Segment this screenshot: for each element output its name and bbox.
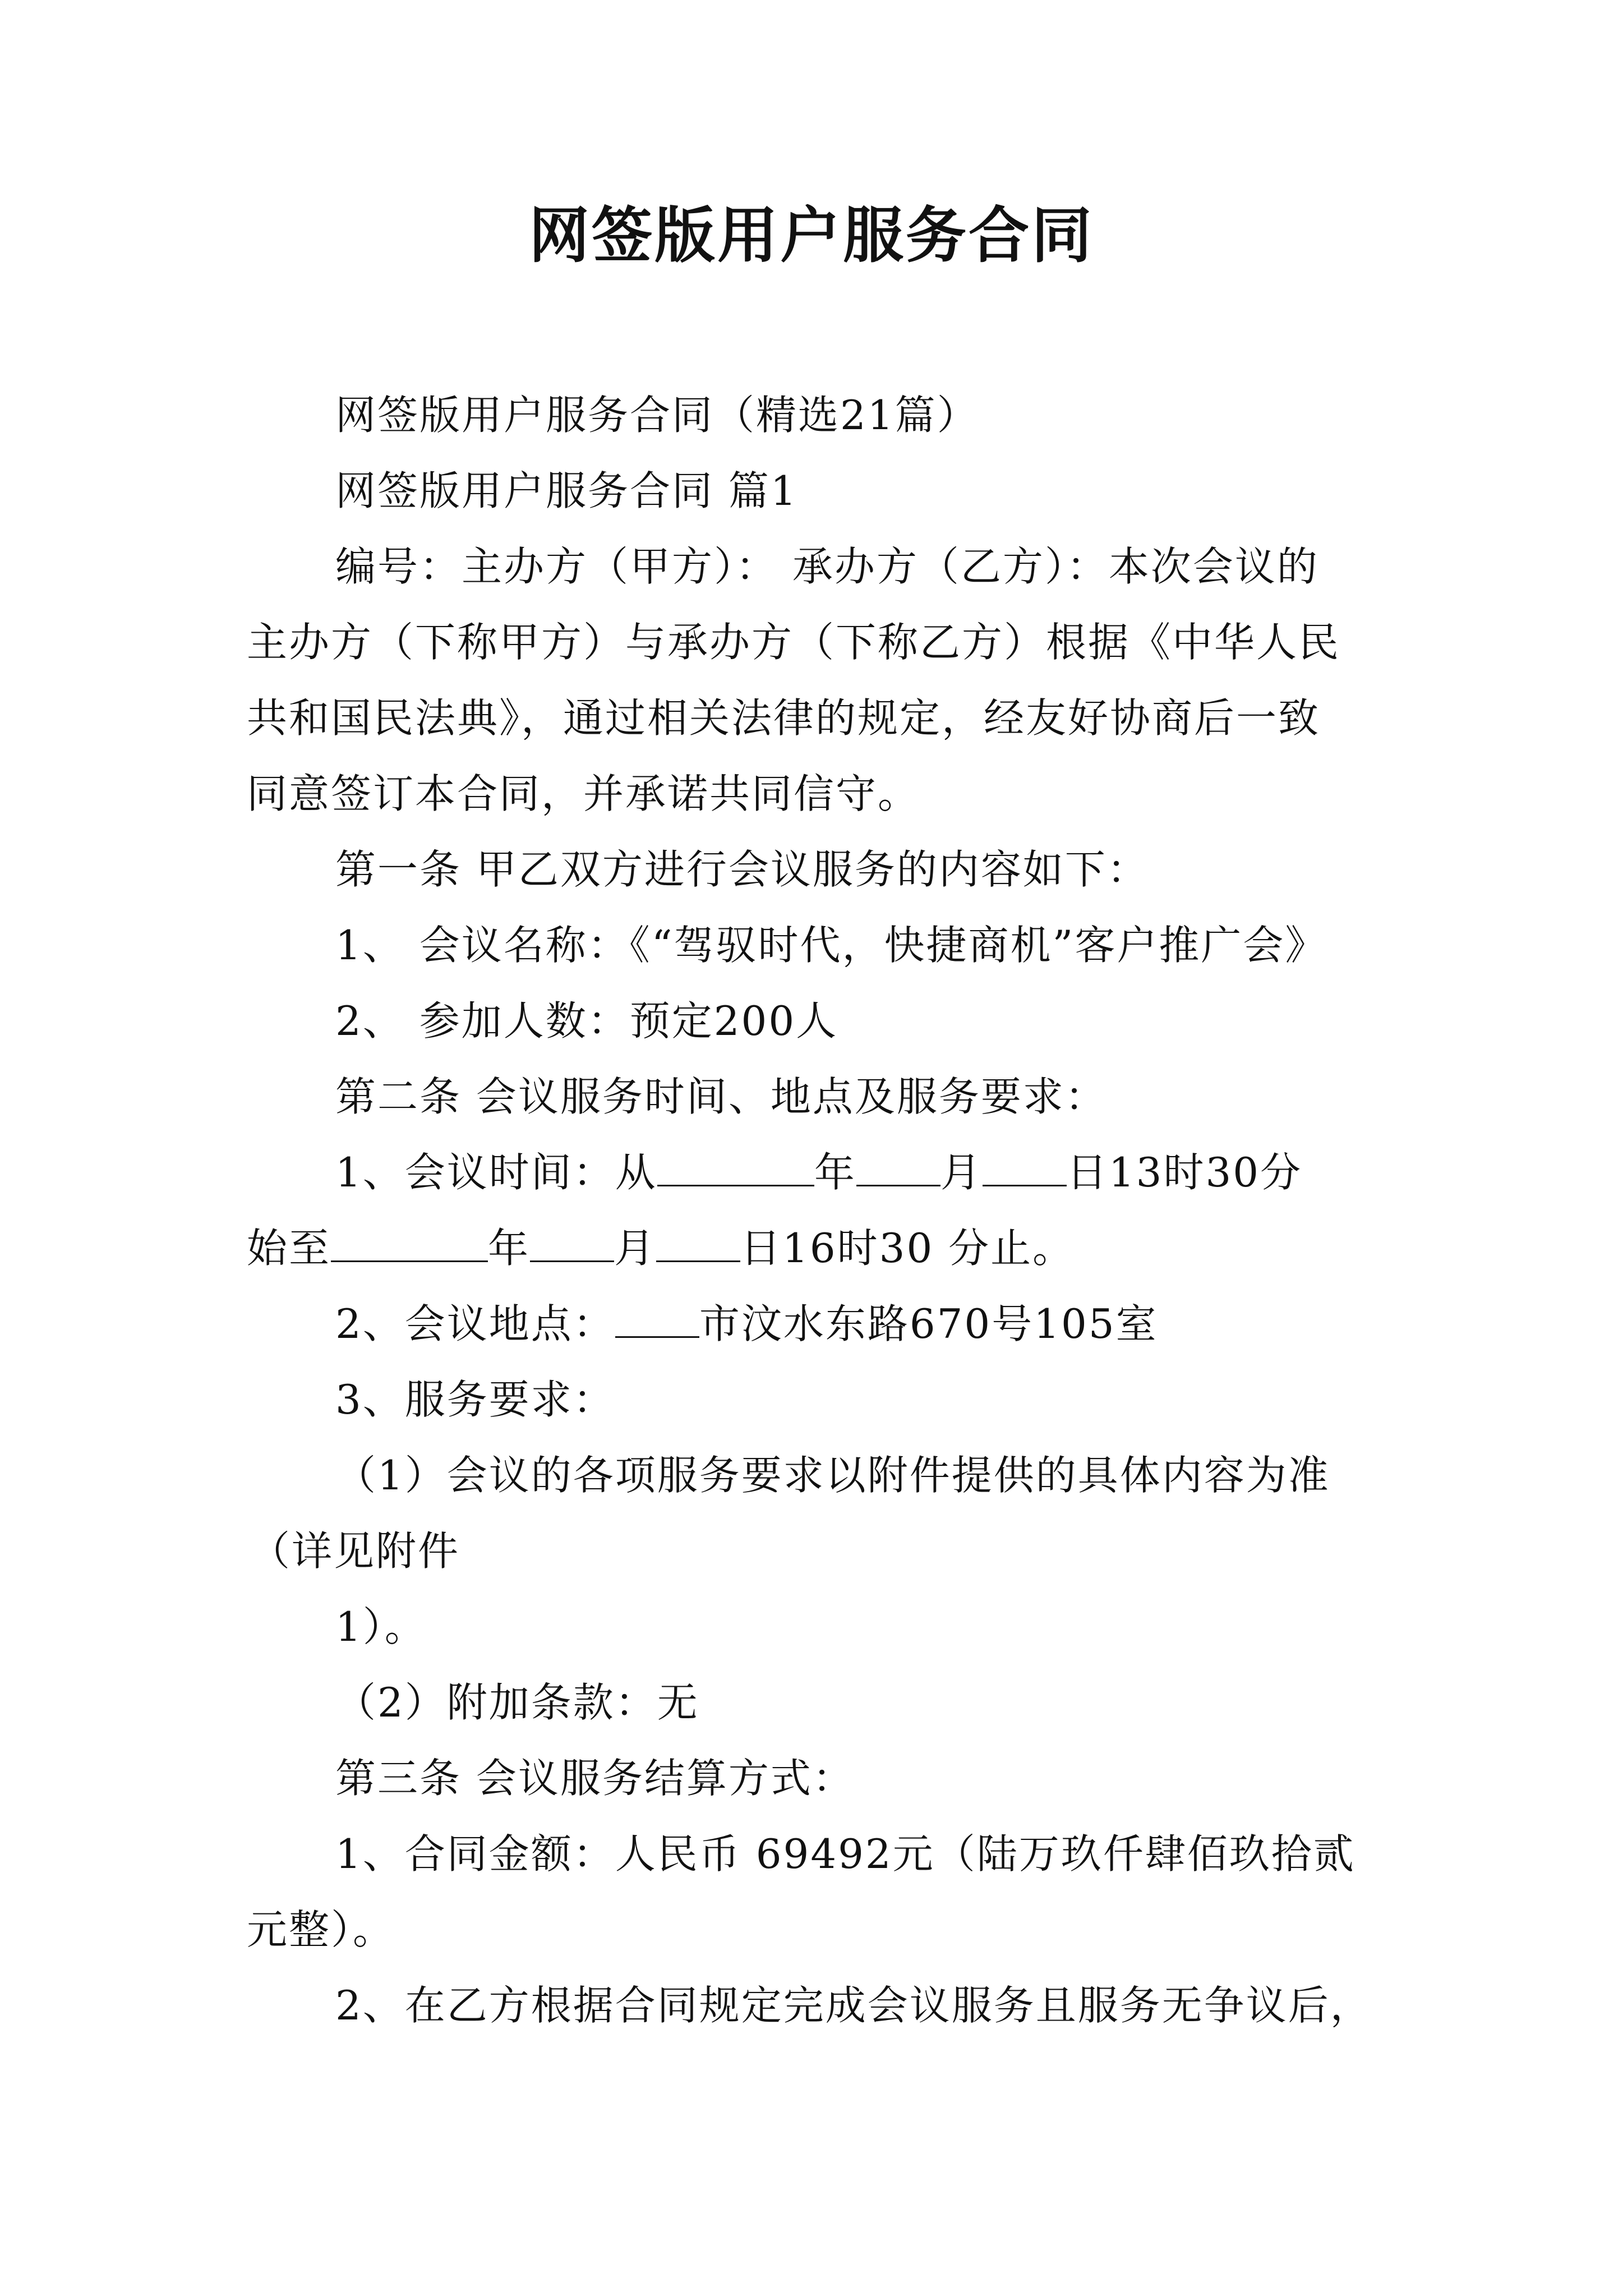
year-label: 年 [488,1225,531,1272]
paragraph-line: （1）会议的各项服务要求以附件提供的具体内容为准 [335,1452,1330,1499]
paragraph-line: 2、在乙方根据合同规定完成会议服务且服务无争议后， [335,1982,1372,2029]
month-label: 月 [614,1225,657,1272]
meeting-place-line [335,1296,1158,1352]
year-label: 年 [814,1149,856,1196]
document-title: 网签版用户服务合同 [528,200,1094,271]
list-item: 3、服务要求： [335,1376,615,1423]
article-heading: 第一条 甲乙双方进行会议服务的内容如下： [335,846,1149,893]
article-heading: 第二条 会议服务时间、地点及服务要求： [335,1073,1107,1120]
paragraph-line: 1、合同金额：人民币 69492元（陆万玖仟肆佰玖拾贰 [335,1830,1355,1878]
paragraph-line: 共和国民法典》，通过相关法律的规定，经友好协商后一致 [247,694,1321,742]
end-label: 始至 [247,1225,331,1272]
blank-field [657,1150,814,1186]
paragraph-line: 编号：主办方（甲方）： 承办方（乙方）：本次会议的 [335,543,1319,590]
place-label: 2、会议地点： [335,1300,615,1347]
section-heading: 网签版用户服务合同 篇1 [335,467,798,514]
paragraph-line: 同意签订本合同，并承诺共同信守。 [247,770,920,817]
blank-field [331,1226,488,1262]
article-heading: 第三条 会议服务结算方式： [335,1755,855,1802]
blank-field [983,1150,1067,1186]
blank-field [530,1226,614,1262]
list-item: 2、 参加人数：预定200人 [335,997,838,1045]
list-item: （2）附加条款：无 [335,1679,699,1726]
blank-field [615,1301,699,1338]
paragraph-line: 元整）。 [247,1906,395,1953]
subtitle: 网签版用户服务合同（精选21篇） [335,392,979,439]
list-item: 1、 会议名称：《“驾驭时代，快捷商机”客户推广会》 [335,922,1327,969]
meeting-time-label: 1、会议时间：从 [335,1149,657,1196]
meeting-time-line [335,1144,1302,1200]
paragraph-line: （详见附件 [250,1527,460,1575]
meeting-end-line [247,1220,1075,1276]
blank-field [656,1226,740,1262]
day-time-label: 日13时30分 [1066,1149,1303,1196]
paragraph-line: 1）。 [335,1603,427,1650]
month-label: 月 [940,1149,983,1196]
blank-field [856,1150,940,1186]
place-address: 市汶水东路670号105室 [699,1300,1158,1347]
day-time-label: 日16时30 分止。 [740,1225,1075,1272]
paragraph-line: 主办方（下称甲方）与承办方（下称乙方）根据《中华人民 [247,619,1341,666]
